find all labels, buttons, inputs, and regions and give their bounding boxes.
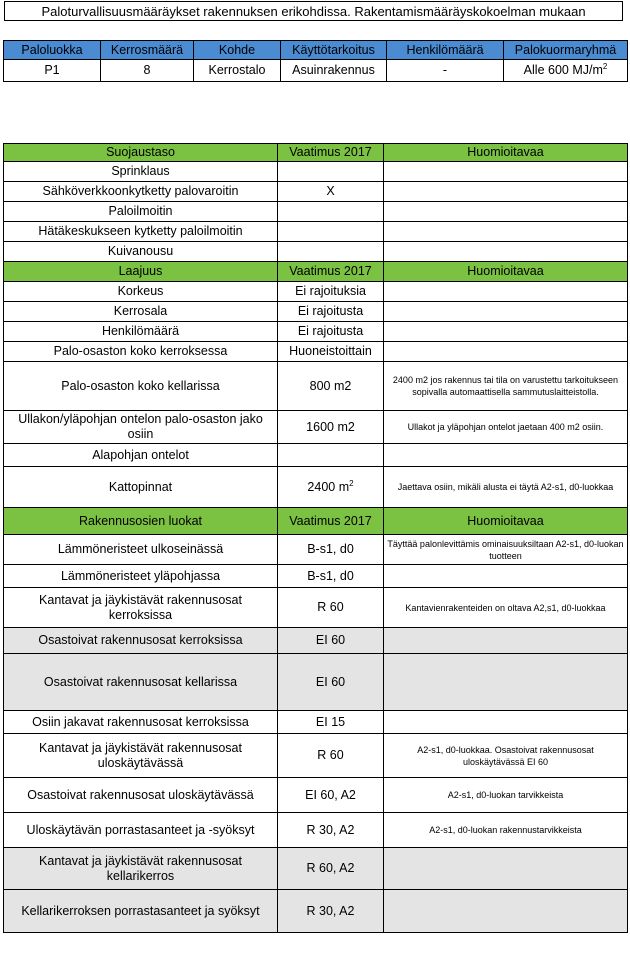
requirement-note: A2-s1, d0-luokan tarvikkeista bbox=[384, 778, 628, 813]
requirement-value bbox=[278, 890, 384, 933]
requirement-value-text: Ei rajoitusta bbox=[297, 304, 364, 318]
requirement-note bbox=[384, 444, 628, 467]
requirement-note: 2400 m2 jos rakennus tai tila on varustettu tarkoitukseen sopivalla automaattisella sammutuslaitteistolla. bbox=[384, 362, 628, 411]
unit-superscript: 2 bbox=[602, 61, 608, 71]
requirement-value-text: EI 15 bbox=[315, 714, 346, 729]
requirement-row bbox=[4, 565, 628, 588]
requirement-value-text: EI 60 bbox=[315, 674, 346, 689]
section-header-cell: Vaatimus 2017 bbox=[278, 144, 384, 162]
requirement-row bbox=[4, 342, 628, 362]
requirement-value bbox=[278, 444, 384, 467]
requirement-label: Osiin jakavat rakennusosat kerroksissa bbox=[4, 711, 278, 734]
requirement-value-text: R 60, A2 bbox=[306, 861, 355, 875]
requirement-value bbox=[278, 242, 384, 262]
requirement-value-text: B-s1, d0 bbox=[307, 568, 354, 583]
requirement-row bbox=[4, 411, 628, 444]
requirement-row bbox=[4, 654, 628, 711]
requirement-row bbox=[4, 467, 628, 508]
requirement-value-text: B-s1, d0 bbox=[307, 542, 354, 556]
requirement-label: Alapohjan ontelot bbox=[4, 444, 278, 467]
info-value-cell: Kerrostalo bbox=[194, 60, 281, 82]
requirement-value bbox=[278, 282, 384, 302]
requirement-value-text: R 30, A2 bbox=[306, 822, 355, 837]
requirement-value bbox=[278, 162, 384, 182]
requirement-note bbox=[384, 242, 628, 262]
requirement-label: Lämmöneristeet yläpohjassa bbox=[4, 565, 278, 588]
requirement-value bbox=[278, 628, 384, 654]
requirement-note bbox=[384, 628, 628, 654]
requirement-value bbox=[278, 778, 384, 813]
requirement-row bbox=[4, 711, 628, 734]
requirement-label: Kellarikerroksen porrastasanteet ja syöksyt bbox=[4, 890, 278, 933]
requirement-note bbox=[384, 162, 628, 182]
requirement-value bbox=[278, 467, 384, 508]
requirement-label: Palo-osaston koko kellarissa bbox=[4, 362, 278, 411]
requirement-note bbox=[384, 182, 628, 202]
requirement-row bbox=[4, 322, 628, 342]
info-header-cell: Kerrosmäärä bbox=[101, 41, 194, 60]
section-header-cell: Rakennusosien luokat bbox=[4, 508, 278, 535]
section-header-cell: Huomioitavaa bbox=[384, 262, 628, 282]
requirement-value bbox=[278, 565, 384, 588]
requirement-note bbox=[384, 890, 628, 933]
requirement-label: Uloskäytävän porrastasanteet ja -syöksyt bbox=[4, 813, 278, 848]
requirement-label: Osastoivat rakennusosat kellarissa bbox=[4, 654, 278, 711]
info-header-cell: Kohde bbox=[194, 41, 281, 60]
requirement-label: Ullakon/yläpohjan ontelon palo-osaston jako osiin bbox=[4, 411, 278, 444]
requirement-value bbox=[278, 411, 384, 444]
requirement-note bbox=[384, 342, 628, 362]
requirement-value-text: Ei rajoituksia bbox=[295, 284, 366, 298]
requirement-label: Lämmöneristeet ulkoseinässä bbox=[4, 535, 278, 565]
requirement-value bbox=[278, 711, 384, 734]
requirement-value-text: R 60 bbox=[317, 600, 344, 614]
requirement-label: Kattopinnat bbox=[4, 467, 278, 508]
info-header-cell: Palokuormaryhmä bbox=[504, 41, 628, 60]
requirement-row bbox=[4, 222, 628, 242]
requirement-row bbox=[4, 444, 628, 467]
requirement-row bbox=[4, 362, 628, 411]
requirement-label: Osastoivat rakennusosat kerroksissa bbox=[4, 628, 278, 654]
requirement-value bbox=[278, 362, 384, 411]
requirement-value-text: R 30, A2 bbox=[306, 903, 355, 918]
section-header-row bbox=[4, 262, 628, 282]
requirement-note bbox=[384, 322, 628, 342]
requirement-row bbox=[4, 242, 628, 262]
requirement-value-text: 1600 m2 bbox=[306, 419, 355, 434]
requirement-row bbox=[4, 302, 628, 322]
requirement-label: Sähköverkkoonkytketty palovaroitin bbox=[4, 182, 278, 202]
requirement-note bbox=[384, 222, 628, 242]
info-value-cell: P1 bbox=[4, 60, 101, 82]
info-header-cell: Henkilömäärä bbox=[387, 41, 504, 60]
requirement-value bbox=[278, 182, 384, 202]
requirement-row bbox=[4, 162, 628, 182]
info-header-cell: Käyttötarkoitus bbox=[281, 41, 387, 60]
requirement-label: Kantavat ja jäykistävät rakennusosat uloskäytävässä bbox=[4, 734, 278, 778]
requirement-value-text: X bbox=[326, 184, 335, 198]
section-header-cell: Huomioitavaa bbox=[384, 144, 628, 162]
requirement-label: Korkeus bbox=[4, 282, 278, 302]
info-value-cell: 8 bbox=[101, 60, 194, 82]
requirement-note bbox=[384, 202, 628, 222]
requirement-value bbox=[278, 848, 384, 890]
requirement-value bbox=[278, 734, 384, 778]
requirement-note bbox=[384, 654, 628, 711]
requirement-value bbox=[278, 322, 384, 342]
fire-load-value: Alle 600 MJ/m bbox=[523, 63, 603, 77]
requirement-row bbox=[4, 628, 628, 654]
requirement-note bbox=[384, 302, 628, 322]
requirement-note: Täyttää palonlevittämis ominaisuuksiltaan A2-s1, d0-luokan tuotteen bbox=[384, 535, 628, 565]
requirement-row bbox=[4, 778, 628, 813]
requirement-note: A2-s1, d0-luokan rakennustarvikkeista bbox=[384, 813, 628, 848]
requirement-value bbox=[278, 342, 384, 362]
section-header-cell: Vaatimus 2017 bbox=[278, 508, 384, 535]
requirement-note bbox=[384, 565, 628, 588]
info-header-row bbox=[4, 41, 628, 60]
requirement-note: A2-s1, d0-luokkaa. Osastoivat rakennusosat uloskäytävässä EI 60 bbox=[384, 734, 628, 778]
requirement-value bbox=[278, 813, 384, 848]
requirement-note bbox=[384, 711, 628, 734]
requirement-label: Hätäkeskukseen kytketty paloilmoitin bbox=[4, 222, 278, 242]
requirement-value-text: EI 60 bbox=[315, 633, 346, 647]
section-header-cell: Vaatimus 2017 bbox=[278, 262, 384, 282]
requirement-value bbox=[278, 535, 384, 565]
requirement-value bbox=[278, 654, 384, 711]
requirement-row bbox=[4, 535, 628, 565]
requirement-row bbox=[4, 182, 628, 202]
requirement-value bbox=[278, 222, 384, 242]
requirement-row bbox=[4, 202, 628, 222]
requirement-value bbox=[278, 588, 384, 628]
requirement-label: Sprinklaus bbox=[4, 162, 278, 182]
requirement-note bbox=[384, 848, 628, 890]
info-header-cell: Paloluokka bbox=[4, 41, 101, 60]
requirement-row bbox=[4, 890, 628, 933]
section-header-row bbox=[4, 144, 628, 162]
info-value-cell: Asuinrakennus bbox=[281, 60, 387, 82]
requirement-row bbox=[4, 282, 628, 302]
requirement-value-text: EI 60, A2 bbox=[305, 787, 356, 802]
requirement-label: Kantavat ja jäykistävät rakennusosat kerroksissa bbox=[4, 588, 278, 628]
page-title: Paloturvallisuusmääräykset rakennuksen erikohdissa. Rakentamismääräyskokoelman mukaan bbox=[4, 1, 623, 21]
requirement-note: Jaettava osiin, mikäli alusta ei täytä A2-s1, d0-luokkaa bbox=[384, 467, 628, 508]
requirement-label: Kerrosala bbox=[4, 302, 278, 322]
requirement-label: Kantavat ja jäykistävät rakennusosat kellarikerros bbox=[4, 848, 278, 890]
info-value-row bbox=[4, 60, 628, 82]
requirement-label: Osastoivat rakennusosat uloskäytävässä bbox=[4, 778, 278, 813]
requirement-label: Paloilmoitin bbox=[4, 202, 278, 222]
section-header-cell: Laajuus bbox=[4, 262, 278, 282]
info-value-cell: - bbox=[387, 60, 504, 82]
info-value-cell bbox=[504, 60, 628, 82]
requirement-value-text: R 60 bbox=[317, 748, 344, 762]
requirement-label: Palo-osaston koko kerroksessa bbox=[4, 342, 278, 362]
requirement-value bbox=[278, 202, 384, 222]
requirement-value-text: Huoneistoittain bbox=[289, 344, 372, 358]
requirement-note: Ullakot ja yläpohjan ontelot jaetaan 400 m2 osiin. bbox=[384, 411, 628, 444]
requirements-table bbox=[3, 143, 628, 933]
unit-superscript: 2 bbox=[349, 478, 354, 488]
requirement-value-text: 2400 m bbox=[307, 479, 350, 494]
requirement-value-text: 800 m2 bbox=[309, 378, 352, 393]
requirement-value-text: Ei rajoitusta bbox=[297, 324, 364, 338]
section-header-cell: Huomioitavaa bbox=[384, 508, 628, 535]
requirement-note bbox=[384, 282, 628, 302]
requirement-label: Henkilömäärä bbox=[4, 322, 278, 342]
requirement-row bbox=[4, 734, 628, 778]
building-info-table bbox=[3, 40, 628, 82]
requirement-value bbox=[278, 302, 384, 322]
requirement-row bbox=[4, 588, 628, 628]
requirement-row bbox=[4, 848, 628, 890]
section-header-row bbox=[4, 508, 628, 535]
requirement-row bbox=[4, 813, 628, 848]
section-header-cell: Suojaustaso bbox=[4, 144, 278, 162]
requirement-note: Kantavienrakenteiden on oltava A2,s1, d0-luokkaa bbox=[384, 588, 628, 628]
requirement-label: Kuivanousu bbox=[4, 242, 278, 262]
